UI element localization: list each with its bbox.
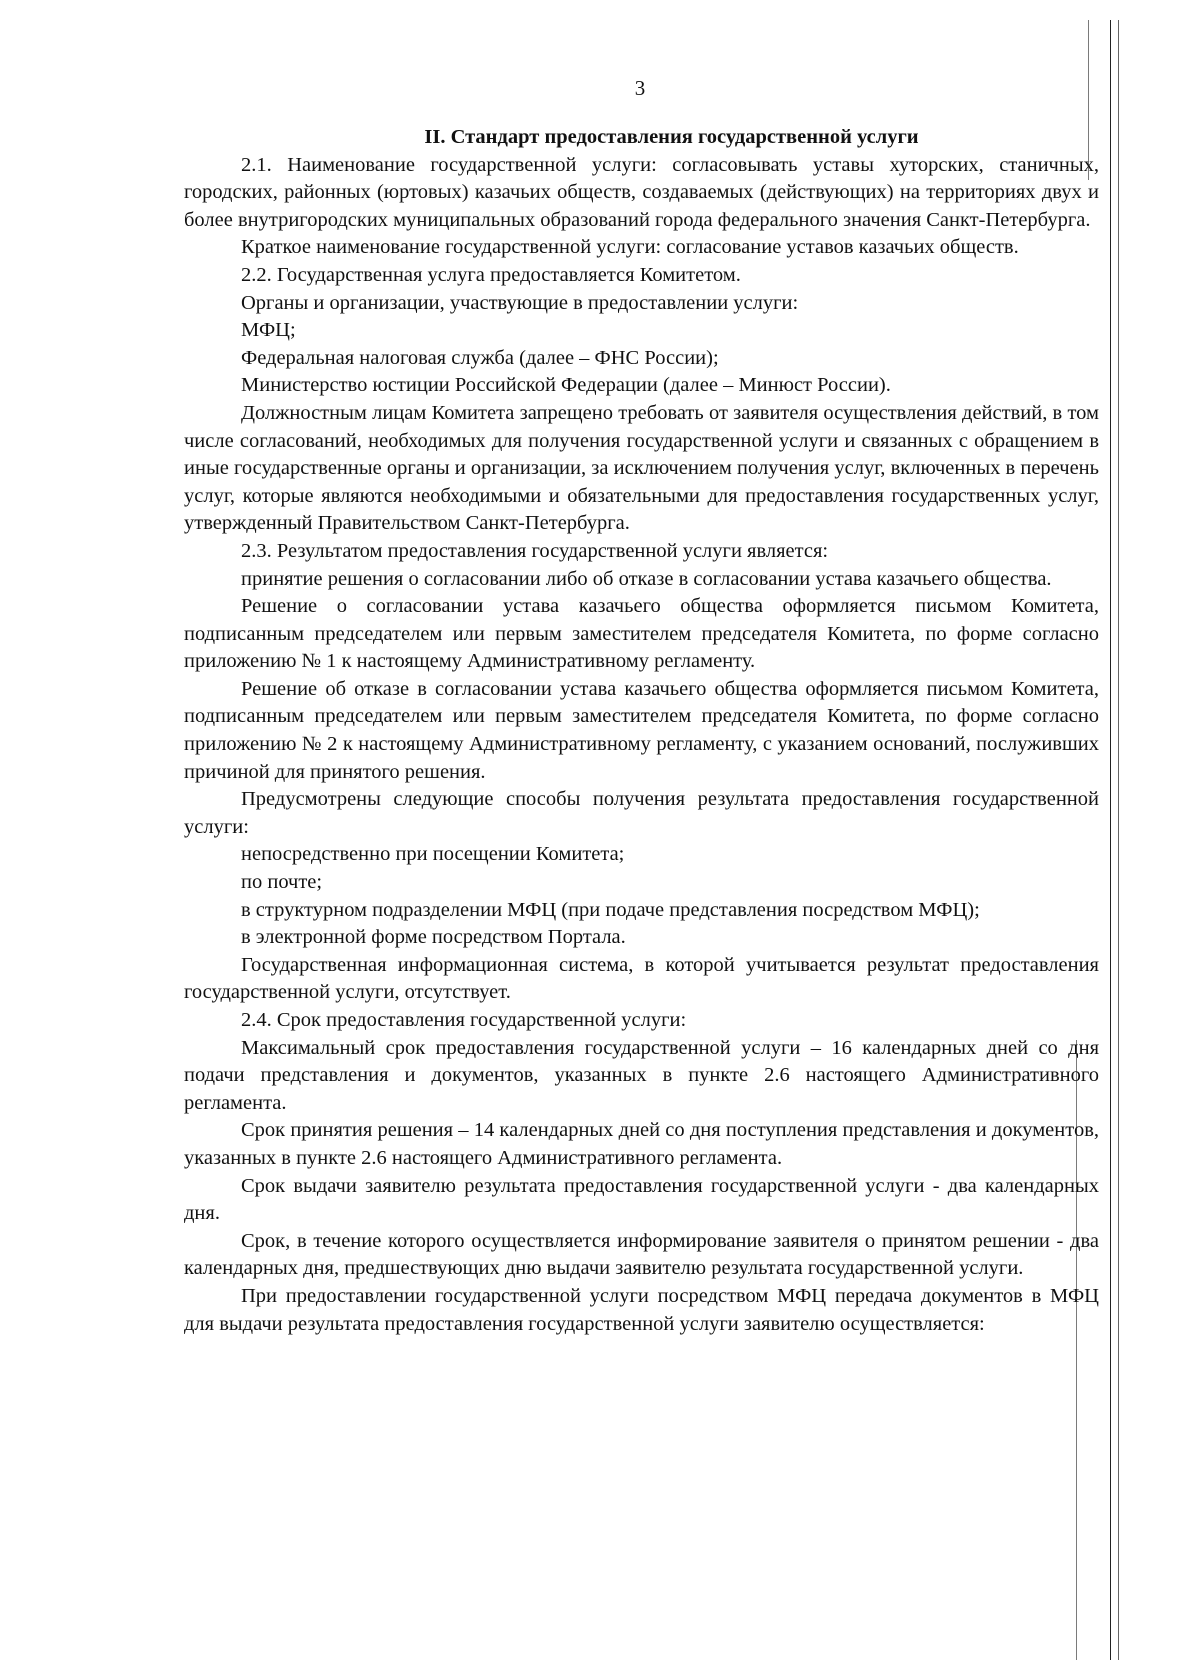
paragraph-2-4: 2.4. Срок предоставления государственной услуги: (241, 1009, 687, 1031)
paragraph-2-3: 2.3. Результатом предоставления государственной услуги является: (241, 539, 829, 562)
scan-margin-line (1076, 1040, 1077, 1660)
list-item-minjust: Министерство юстиции Российской Федерации (далее – Минюст России). (241, 374, 891, 397)
paragraph-result: принятие решения о согласовании либо об отказе в согласовании устава казачьего общества. (241, 567, 1052, 590)
paragraph-delivery-methods: Предусмотрены следующие способы получения результата предоставления государственной услуги: (184, 788, 1099, 838)
scan-margin-line (1088, 20, 1089, 180)
page-number: 3 (634, 76, 646, 100)
list-item-mail: по почте; (241, 871, 323, 894)
paragraph-mfc-transfer: При предоставлении государственной услуги посредством МФЦ передача документов в МФЦ для выдачи результата предоставления государственной услуги заявителю осуществляется: (184, 1284, 1099, 1335)
paragraph-refusal-letter: Решение об отказе в согласовании устава казачьего общества оформляется письмом Комитета, подписанным председателем или первым заместителем председателя Комитета, по форме согласно приложению № 2 к настоящему Административному регламенту, с указанием оснований, послуживших причиной для принятого решения. (184, 677, 1099, 783)
list-item-mfc-unit: в структурном подразделении МФЦ (при подаче представления посредством МФЦ); (241, 898, 980, 921)
paragraph-max-term: Максимальный срок предоставления государственной услуги – 16 календарных дней со дня подачи представления и документов, указанных в пункте 2.6 настоящего Административного регламента. (184, 1036, 1099, 1114)
paragraph-organizations: Органы и организации, участвующие в предоставлении услуги: (241, 291, 799, 314)
list-item-visit: непосредственно при посещении Комитета; (241, 843, 625, 866)
paragraph-prohibition: Должностным лицам Комитета запрещено требовать от заявителя осуществления действий, в том числе согласований, необходимых для получения государственной услуги и связанных с обращением в иные государственные органы и организации, за исключением получения услуг, включенных в перечень услуг, которые являются необходимыми и обязательными для предоставления государственных услуг, утвержденный Правительством Санкт-Петербурга. (184, 401, 1099, 535)
paragraph-2-1: 2.1. Наименование государственной услуги: согласовывать уставы хуторских, станичных, городских, районных (юртовых) казачьих обществ, создаваемых (действующих) на территориях двух и более внутригородских муниципальных образований города федерального значения Санкт-Петербурга. (184, 153, 1099, 231)
list-item-mfc: МФЦ; (241, 319, 296, 342)
paragraph-info-system: Государственная информационная система, в которой учитывается результат предоставления государственной услуги, отсутствует. (184, 953, 1099, 1004)
paragraph-inform-term: Срок, в течение которого осуществляется информирование заявителя о принятом решении - два календарных дня, предшествующих дню выдачи заявителю результата государственной услуги. (184, 1229, 1099, 1280)
list-item-fns: Федеральная налоговая служба (далее – ФНС России); (241, 346, 719, 369)
scan-margin-line (1118, 20, 1119, 1660)
scan-margin-line (1110, 20, 1111, 1660)
paragraph-short-name: Краткое наименование государственной услуги: согласование уставов казачьих обществ. (241, 236, 1019, 259)
paragraph-2-2: 2.2. Государственная услуга предоставляется Комитетом. (241, 263, 741, 286)
list-item-portal: в электронной форме посредством Портала. (241, 926, 626, 949)
paragraph-issue-term: Срок выдачи заявителю результата предоставления государственной услуги - два календарных дня. (184, 1174, 1099, 1225)
paragraph-decision-term: Срок принятия решения – 14 календарных дней со дня поступления представления и документов, указанных в пункте 2.6 настоящего Административного регламента. (184, 1119, 1099, 1169)
paragraph-approval-letter: Решение о согласовании устава казачьего общества оформляется письмом Комитета, подписанным председателем или первым заместителем председателя Комитета, по форме согласно приложению № 1 к настоящему Административному регламенту. (184, 595, 1099, 673)
section-heading: II. Стандарт предоставления государственной услуги (424, 126, 919, 148)
document-body (184, 124, 1099, 1338)
